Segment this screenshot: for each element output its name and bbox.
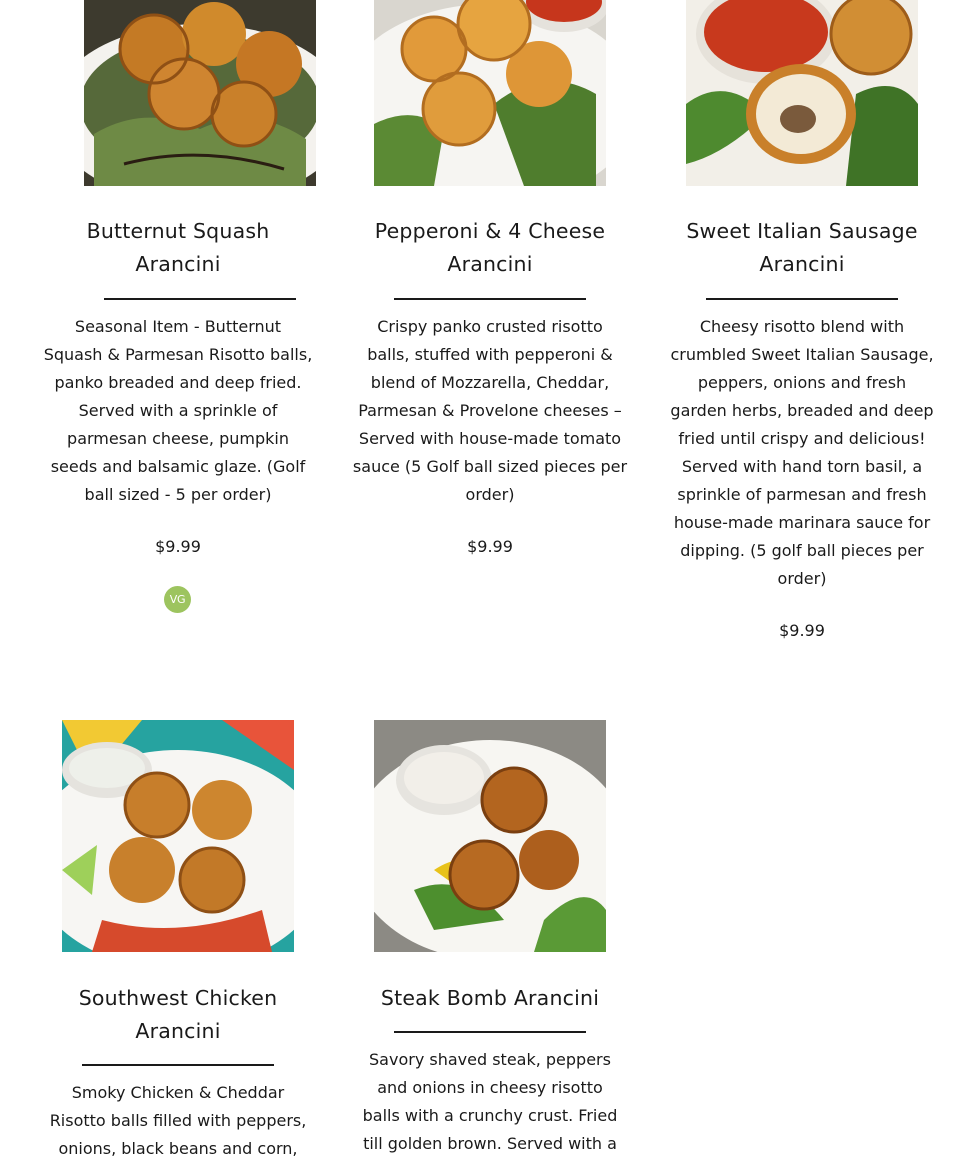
item-price: $9.99 xyxy=(779,621,825,640)
item-name xyxy=(22,215,334,281)
description-line: garden herbs, breaded and deep xyxy=(670,401,934,420)
item-name-line: Sweet Italian Sausage xyxy=(686,219,918,243)
title-divider xyxy=(82,1064,274,1066)
item-photo[interactable] xyxy=(374,0,606,186)
item-price: $9.99 xyxy=(155,537,201,556)
title-divider xyxy=(706,298,898,300)
description-line: seeds and balsamic glaze. (Golf xyxy=(50,457,306,476)
item-description xyxy=(22,1079,334,1161)
description-line: Smoky Chicken & Cheddar xyxy=(71,1083,285,1102)
description-line: sauce (5 Golf ball sized pieces per xyxy=(352,457,628,476)
food-photo-icon xyxy=(84,0,316,186)
item-price: $9.99 xyxy=(467,537,513,556)
description-line: blend of Mozzarella, Cheddar, xyxy=(370,373,610,392)
item-photo[interactable] xyxy=(84,0,316,186)
menu-item-pepperoni-4-cheese[interactable] xyxy=(334,0,646,700)
description-line: Parmesan & Provelone cheeses – xyxy=(358,401,622,420)
description-line: onions, black beans and corn, xyxy=(58,1139,298,1158)
vegan-badge: VG xyxy=(164,586,191,613)
description-line: Savory shaved steak, peppers xyxy=(369,1050,611,1069)
item-description xyxy=(334,313,646,509)
description-line: Served with hand torn basil, a xyxy=(681,457,923,476)
description-line: and onions in cheesy risotto xyxy=(377,1078,603,1097)
menu-item-steak-bomb[interactable] xyxy=(334,720,646,1161)
menu-item-sweet-italian-sausage[interactable] xyxy=(646,0,958,700)
description-line: till golden brown. Served with a xyxy=(363,1134,617,1153)
item-name-line: Butternut Squash xyxy=(86,219,270,243)
item-description xyxy=(22,313,334,509)
description-line: panko breaded and deep fried. xyxy=(54,373,302,392)
description-line: order) xyxy=(465,485,515,504)
item-name-line: Arancini xyxy=(759,252,845,276)
title-divider xyxy=(104,298,296,300)
item-name-line: Pepperoni & 4 Cheese xyxy=(374,219,606,243)
item-photo[interactable] xyxy=(374,720,606,952)
description-line: fried until crispy and delicious! xyxy=(678,429,926,448)
description-line: parmesan cheese, pumpkin xyxy=(67,429,289,448)
item-photo[interactable] xyxy=(686,0,918,186)
title-divider xyxy=(394,298,586,300)
food-photo-icon xyxy=(374,0,606,186)
description-line: dipping. (5 golf ball pieces per xyxy=(680,541,924,560)
item-name-line: Arancini xyxy=(447,252,533,276)
item-name xyxy=(334,215,646,281)
description-line: Cheesy risotto blend with xyxy=(699,317,905,336)
item-description xyxy=(646,313,958,593)
description-line: Seasonal Item - Butternut xyxy=(74,317,282,336)
item-name-line: Arancini xyxy=(135,1019,221,1043)
description-line: balls, stuffed with pepperoni & xyxy=(367,345,613,364)
item-name xyxy=(646,215,958,281)
food-photo-icon xyxy=(374,720,606,952)
description-line: ball sized - 5 per order) xyxy=(84,485,272,504)
menu-item-butternut-squash[interactable] xyxy=(22,0,334,700)
item-name-line: Steak Bomb Arancini xyxy=(380,986,600,1010)
item-photo[interactable] xyxy=(62,720,294,952)
item-description xyxy=(334,1046,646,1158)
description-line: crumbled Sweet Italian Sausage, xyxy=(670,345,934,364)
description-line: Squash & Parmesan Risotto balls, xyxy=(43,345,313,364)
description-line: sprinkle of parmesan and fresh xyxy=(677,485,927,504)
item-name xyxy=(22,982,334,1048)
menu-item-southwest-chicken[interactable] xyxy=(22,720,334,1161)
description-line: Served with a sprinkle of xyxy=(78,401,278,420)
title-divider xyxy=(394,1031,586,1033)
item-name xyxy=(334,982,646,1015)
description-line: Risotto balls filled with peppers, xyxy=(49,1111,307,1130)
description-line: Served with house-made tomato xyxy=(358,429,622,448)
item-name-line: Arancini xyxy=(135,252,221,276)
description-line: peppers, onions and fresh xyxy=(697,373,907,392)
description-line: Crispy panko crusted risotto xyxy=(377,317,603,336)
food-photo-icon xyxy=(686,0,918,186)
description-line: house-made marinara sauce for xyxy=(673,513,931,532)
item-name-line: Southwest Chicken xyxy=(78,986,278,1010)
description-line: balls with a crunchy crust. Fried xyxy=(362,1106,618,1125)
description-line: order) xyxy=(777,569,827,588)
food-photo-icon xyxy=(62,720,294,952)
